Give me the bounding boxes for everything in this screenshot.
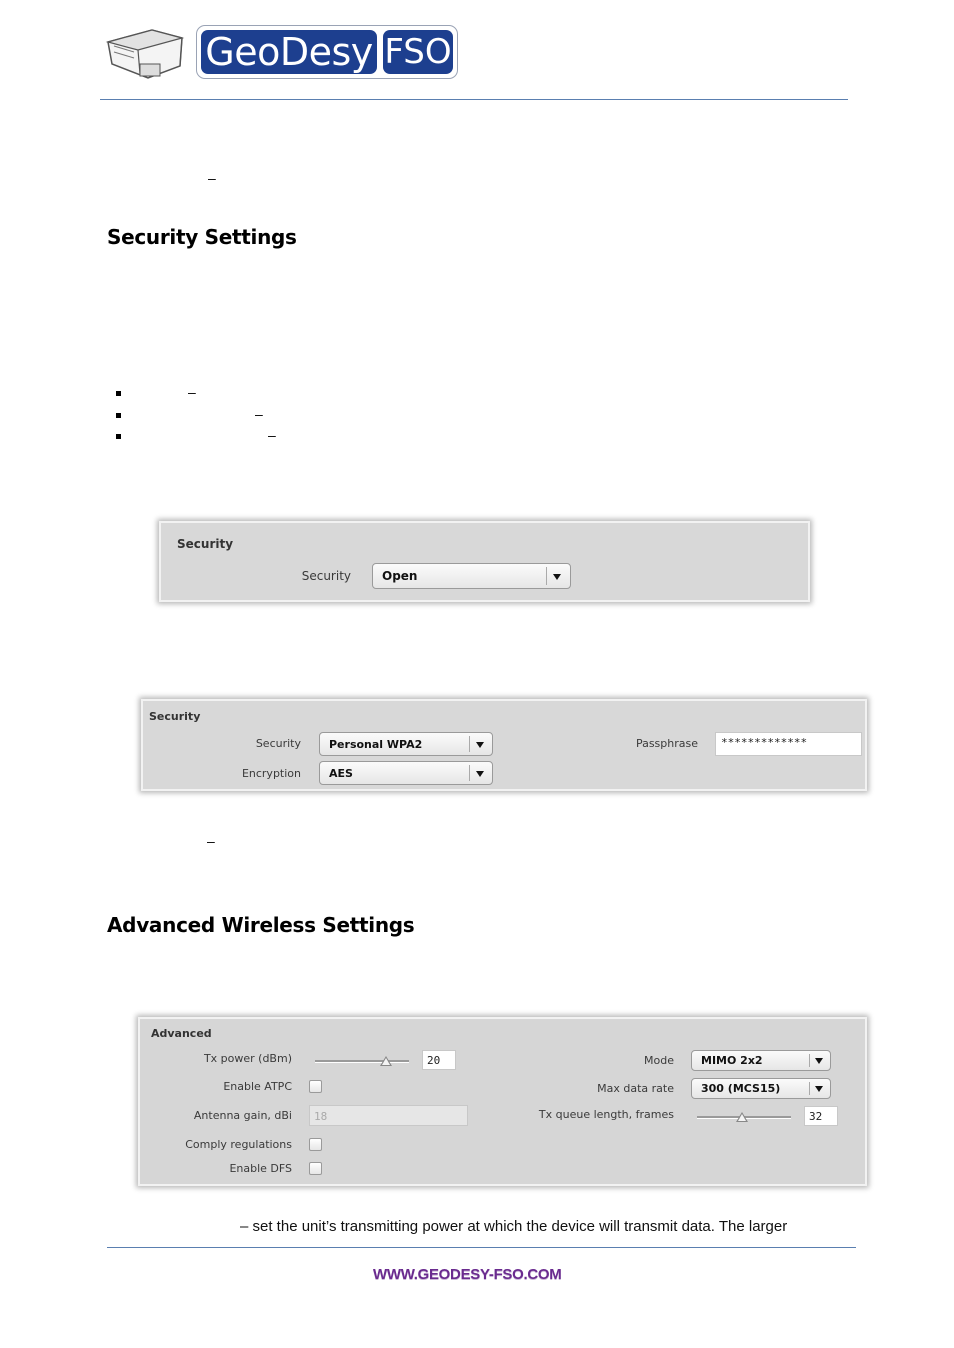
antenna-gain-label: Antenna gain, dBi xyxy=(193,1109,292,1122)
security-label: Security xyxy=(301,569,351,583)
bullet-marker xyxy=(116,434,121,439)
tx-power-description: – set the unit’s transmitting power at which the device will transmit data. The larger xyxy=(240,1218,788,1235)
header-divider xyxy=(100,99,848,100)
advanced-wireless-heading: Advanced Wireless Settings xyxy=(107,913,415,937)
advanced-panel xyxy=(138,1017,867,1186)
select-separator xyxy=(546,567,547,585)
tx-queue-field[interactable]: 32 xyxy=(804,1106,838,1126)
tx-queue-length-label: Tx queue length, frames xyxy=(538,1108,674,1121)
antenna-gain-field[interactable]: 18 xyxy=(309,1105,468,1126)
security-settings-heading: Security Settings xyxy=(107,225,297,249)
footer-divider xyxy=(107,1247,856,1248)
panel-title: Security xyxy=(149,710,201,723)
slider-thumb[interactable] xyxy=(380,1056,392,1066)
select-separator xyxy=(469,736,470,752)
bullet-item-3: – xyxy=(268,427,276,443)
select-value: AES xyxy=(329,767,353,780)
encryption-select[interactable] xyxy=(319,761,493,785)
enable-dfs-label: Enable DFS xyxy=(229,1162,292,1175)
enable-atpc-checkbox[interactable] xyxy=(309,1080,322,1093)
tx-power-field[interactable]: 20 xyxy=(422,1050,456,1070)
max-data-rate-select[interactable] xyxy=(691,1078,831,1099)
chevron-down-icon xyxy=(476,771,484,777)
logo-suffix: FSO xyxy=(384,32,452,72)
top-dash: – xyxy=(208,170,216,186)
logo-device-icon xyxy=(104,24,186,82)
comply-regulations-checkbox[interactable] xyxy=(309,1138,322,1151)
panel-title: Security xyxy=(177,537,234,551)
chevron-down-icon xyxy=(553,574,561,580)
select-value: Personal WPA2 xyxy=(329,738,423,751)
security-label: Security xyxy=(255,737,301,750)
select-value: MIMO 2x2 xyxy=(701,1054,763,1067)
max-data-rate-label: Max data rate xyxy=(597,1082,674,1095)
security-panel-wpa2 xyxy=(141,699,867,791)
chevron-down-icon xyxy=(815,1086,823,1092)
mid-dash: – xyxy=(207,833,215,849)
mode-label: Mode xyxy=(644,1054,674,1067)
security-select[interactable] xyxy=(372,563,571,589)
select-value: Open xyxy=(382,569,418,583)
chevron-down-icon xyxy=(815,1058,823,1064)
passphrase-field[interactable]: ************* xyxy=(715,732,862,756)
brand-logo xyxy=(196,25,458,79)
select-value: 300 (MCS15) xyxy=(701,1082,781,1095)
panel-title: Advanced xyxy=(151,1027,212,1040)
chevron-down-icon xyxy=(476,742,484,748)
passphrase-label: Passphrase xyxy=(635,737,698,750)
encryption-label: Encryption xyxy=(241,767,301,780)
logo-text: GeoDesy xyxy=(201,30,377,74)
bullet-item-1: – xyxy=(188,384,196,400)
enable-atpc-label: Enable ATPC xyxy=(223,1080,292,1093)
enable-dfs-checkbox[interactable] xyxy=(309,1162,322,1175)
bullet-marker xyxy=(116,391,121,396)
security-select[interactable] xyxy=(319,732,493,756)
comply-regulations-label: Comply regulations xyxy=(185,1138,292,1151)
select-separator xyxy=(809,1082,810,1095)
tx-power-slider[interactable] xyxy=(315,1054,409,1068)
footer-website-link[interactable]: WWW.GEODESY-FSO.COM xyxy=(373,1266,562,1283)
tx-queue-slider[interactable] xyxy=(697,1110,791,1124)
bullet-item-2: – xyxy=(255,406,263,422)
select-separator xyxy=(469,765,470,781)
bullet-marker xyxy=(116,413,121,418)
slider-thumb[interactable] xyxy=(736,1112,748,1122)
security-panel-open xyxy=(159,521,810,602)
tx-power-label: Tx power (dBm) xyxy=(203,1052,292,1065)
slider-track xyxy=(315,1060,409,1063)
mode-select[interactable] xyxy=(691,1050,831,1071)
select-separator xyxy=(809,1054,810,1067)
